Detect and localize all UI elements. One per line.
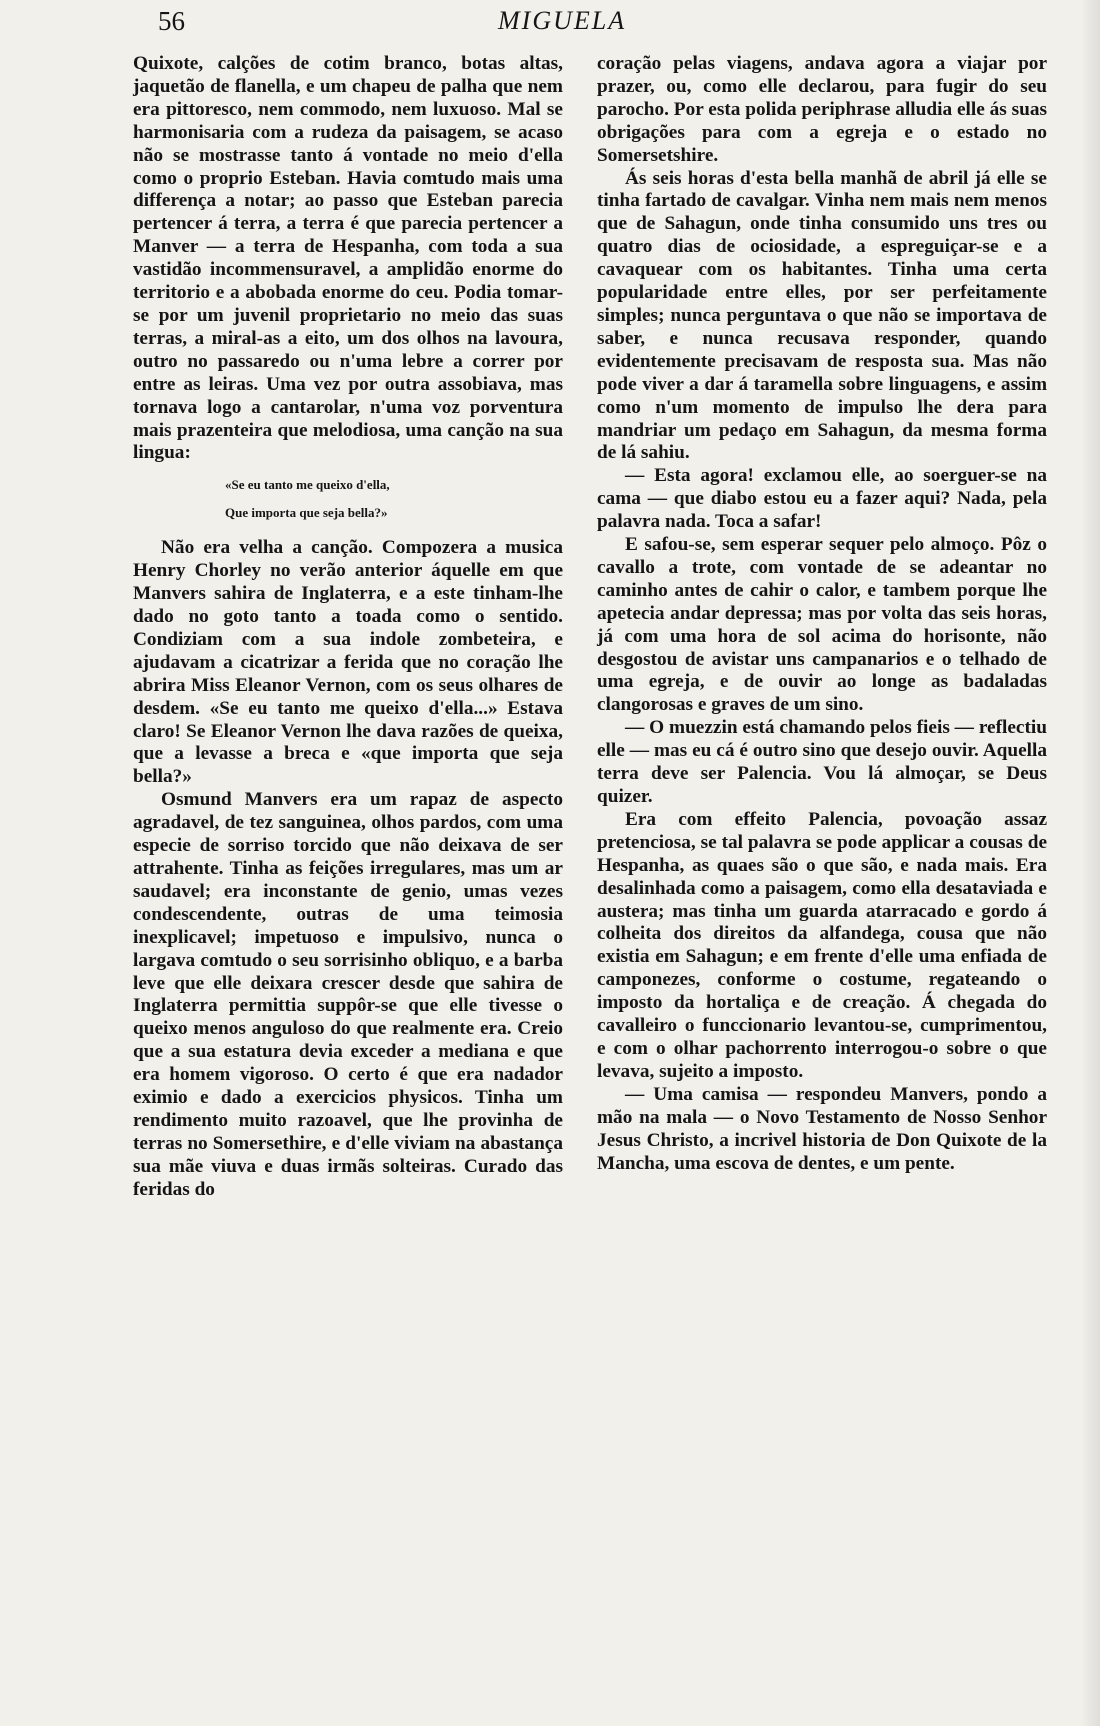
paragraph: — O muezzin está chamando pelos fieis — reflectiu elle — mas eu cá é outro sino que desejo ouvir. Aquella terra deve ser Palencia. Vou lá almoçar, se Deus quizer. bbox=[597, 717, 1047, 807]
paragraph: Quixote, calções de cotim branco, botas altas, jaquetão de flanella, e um chapeu de palha que nem era pittoresco, nem commodo, nem luxuoso. Mal se harmonisaria com a rudeza da paisagem, se acaso não se mostrasse tanto á vontade no meio d'ella como o proprio Esteban. Havia comtudo mais uma differença a notar; ao passo que Esteban parecia pertencer á terra, a terra é que parecia pertencer a Manver — a terra de Hespanha, com toda a sua vastidão incommensuravel, a amplidão enorme do territorio e a abobada enorme do ceu. Podia tomar-se por um juvenil proprietario no meio das suas terras, a miral-as a eito, um dos olhos na lavoura, outro no passaredo ou n'uma lebre a correr por entre as leiras. Uma vez por outra assobiava, mas tornava logo a cantarolar, n'uma voz porventura mais prazenteira que melodiosa, uma canção na sua lingua: bbox=[133, 53, 563, 464]
paragraph: Era com effeito Palencia, povoação assaz pretenciosa, se tal palavra se pode applicar a cousas de Hespanha, as quaes são o que são, e nada mais. Era desalinhada como a paisagem, como ella desataviada e austera; mas tinha um guarda atarracado e gordo á colheita dos direitos da alfandega, cousa que não existia em Sahagun; e em frente d'elle uma enfiada de camponezes, conforme o costume, regateando o imposto da hortaliça e de creação. Á chegada do cavalleiro o funccionario levantou-se, cumprimentou, e com o olhar pachorrento interrogou-o sobre o que levava, sujeito a imposto. bbox=[597, 808, 1047, 1082]
left-column bbox=[133, 53, 563, 1202]
paragraph: Não era velha a canção. Compozera a musica Henry Chorley no verão anterior áquelle em que Manvers sahira de Inglaterra, e a este tinham-lhe dado no goto tanto a toada como o sentido. Condiziam com a sua indole zombeteira, e ajudavam a cicatrizar a ferida que no coração lhe abrira Miss Eleanor Vernon, com os seus olhares de desdem. «Se eu tanto me queixo d'ella...» Estava claro! Se Eleanor Vernon lhe dava razões de queixa, que a levasse a breca e «que importa que seja bella?» bbox=[133, 537, 563, 788]
paragraph: Osmund Manvers era um rapaz de aspecto agradavel, de tez sanguinea, olhos pardos, com uma especie de sorriso torcido que não deixava de ser attrahente. Tinha as feições irregulares, mas um ar saudavel; era inconstante de genio, umas vezes condescendente, outras de uma teimosia inexplicavel; impetuoso e impulsivo, nunca o largava comtudo o seu sorrisinho obliquo, e a barba leve que elle deixara crescer desde que sahira de Inglaterra permittia suppôr-se que elle tivesse o queixo menos anguloso do que realmente era. Creio que a sua estatura devia exceder a mediana e que era homem vigoroso. O certo é que era nadador eximio e dado a exercicios physicos. Tinha um rendimento muito razoavel, que lhe provinha de terras no Somersethire, e d'elle viviam na abastança sua mãe viuva e duas irmãs solteiras. Curado das feridas do bbox=[133, 789, 563, 1200]
page-number: 56 bbox=[158, 6, 185, 36]
verse-line: Que importa que seja bella?» bbox=[225, 505, 388, 521]
page-edge-shadow bbox=[1080, 0, 1100, 1726]
paragraph: — Esta agora! exclamou elle, ao soerguer-se na cama — que diabo estou eu a fazer aqui? Nada, pela palavra nada. Toca a safar! bbox=[597, 465, 1047, 533]
right-column bbox=[597, 53, 1047, 1175]
paragraph: coração pelas viagens, andava agora a viajar por prazer, ou, como elle declarou, para fugir do seu parocho. Por esta polida periphrase alludia elle ás suas obrigações para com a egreja e o estado no Somersetshire. bbox=[597, 53, 1047, 166]
verse-quote bbox=[133, 471, 563, 527]
running-title: MIGUELA bbox=[498, 6, 627, 35]
paragraph: E safou-se, sem esperar sequer pelo almoço. Pôz o cavallo a trote, com vontade de se adeantar no caminho antes de cahir o calor, e tambem porque lhe apetecia andar depressa; mas por volta das seis horas, já com uma hora de sol acima do horisonte, não desgostou de avistar uns campanarios e o telhado de uma egreja, e de ouvir ao longe as badaladas clangorosas e graves de um sino. bbox=[597, 534, 1047, 716]
paragraph: Ás seis horas d'esta bella manhã de abril já elle se tinha fartado de cavalgar. Vinha nem mais nem menos que de Sahagun, onde tinha consumido uns tres ou quatro dias de ociosidade, a espreguiçar-se e a cavaquear com os habitantes. Tinha uma certa popularidade entre elles, por ser perfeitamente simples; nunca perguntava o que não se importava de saber, e nunca recusava responder, quando evidentemente precisavam de resposta sua. Mas não pode viver a dar á taramella sobre linguagens, e assim como n'um momento de impulso lhe dera para mandriar um pedaço em Sahagun, da mesma forma de lá sahiu. bbox=[597, 167, 1047, 464]
verse-line: «Se eu tanto me queixo d'ella, bbox=[225, 477, 390, 493]
paragraph: — Uma camisa — respondeu Manvers, pondo a mão na mala — o Novo Testamento de Nosso Senhor Jesus Christo, a incrivel historia de Don Quixote de la Mancha, uma escova de dentes, e um pente. bbox=[597, 1083, 1047, 1174]
